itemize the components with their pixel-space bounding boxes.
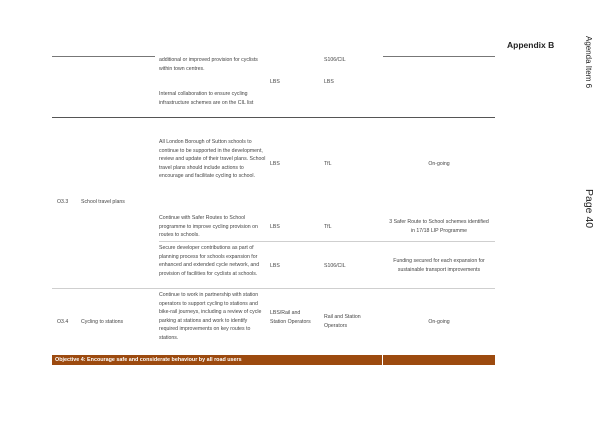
- row2-action1-funding: Rail and Station Operators: [324, 314, 361, 329]
- row-name: Cycling to stations: [81, 319, 124, 325]
- row0-action1-funding: S106/CIL: [324, 57, 346, 63]
- row1-action3-text: Secure developer contributions as part of planning process for schools expansion for enhanced and extended cycle network, and provision of facilities for cyclists at schools.: [159, 245, 260, 277]
- objective-4-bar-fill: [383, 355, 495, 365]
- row1-action1-funding: TfL: [324, 161, 332, 167]
- row-id: O3.3: [57, 199, 69, 205]
- objective-4-bar: Objective 4: Encourage safe and considerate behaviour by all road users: [52, 355, 382, 365]
- row1-action3-funding: S106/CIL: [324, 263, 346, 269]
- row-separator-light: [52, 288, 495, 289]
- row2-action1-status: On-going: [428, 319, 450, 325]
- row-id: O3.4: [57, 319, 69, 325]
- sub-row-separator: [159, 241, 495, 242]
- row0-action2-lead: LBS: [270, 79, 280, 85]
- appendix-label: Appendix B: [507, 40, 555, 50]
- row1-action3-lead: LBS: [270, 263, 280, 269]
- row1-action2-funding: TfL: [324, 224, 332, 230]
- row0-action2-funding: LBS: [324, 79, 334, 85]
- row1-action1-text: All London Borough of Sutton schools to continue to be supported in the development, review and update of their travel plans. School travel plans should include actions to encourage and facilitate cycling to school.: [159, 139, 266, 180]
- table-top-border: [52, 56, 155, 57]
- row2-action1-lead: LBS/Rail and Station Operators: [270, 310, 311, 325]
- row2-action1-text: Continue to work in partnership with station operators to support cycling to stations and bike-rail journeys, including a review of cycle parking at stations and work to identify required improvements on key routes to stations.: [159, 292, 262, 341]
- row-name: School travel plans: [81, 199, 125, 205]
- row1-action1-status: On-going: [428, 161, 450, 167]
- agenda-item-label: Agenda Item 6: [584, 36, 593, 89]
- row1-action2-text: Continue with Safer Routes to School programme to improve cycling provision on routes to schools.: [159, 215, 258, 239]
- row1-action2-lead: LBS: [270, 224, 280, 230]
- row1-action3-status: Funding secured for each expansion for sustainable transport improvements: [393, 258, 485, 273]
- row0-action1-text: additional or improved provision for cyclists within town centres.: [159, 57, 258, 72]
- table-top-border-right: [383, 56, 495, 57]
- page-number-label: Page 40: [583, 189, 595, 229]
- row1-action2-status: 3 Safer Route to School schemes identified in 17/18 LIP Programme: [389, 219, 489, 234]
- row0-action2-text: Internal collaboration to ensure cycling infrastructure schemes are on the CIL list: [159, 91, 254, 106]
- row-separator: [52, 117, 495, 118]
- row1-action1-lead: LBS: [270, 161, 280, 167]
